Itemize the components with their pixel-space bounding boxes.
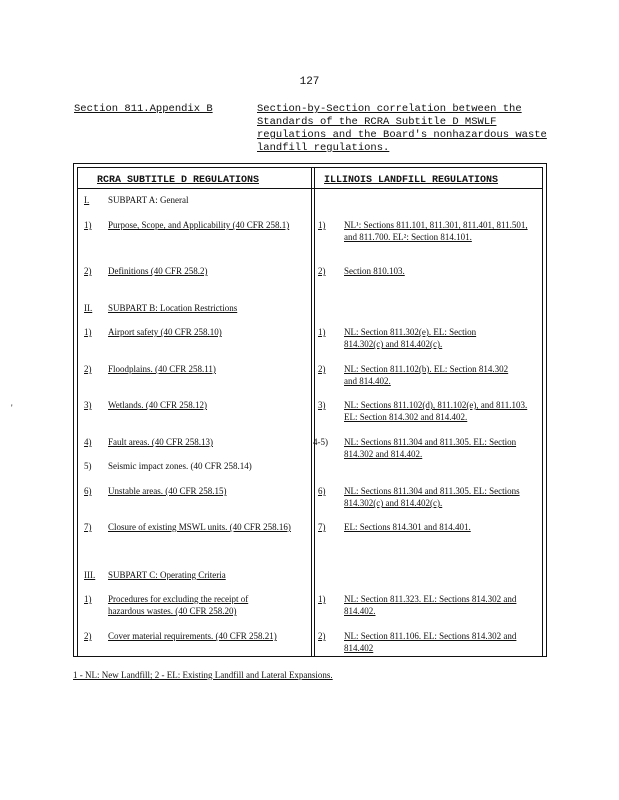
row-right-text: NL: Section 811.102(b). EL: Section 814.302 and 814.402. — [344, 364, 509, 386]
row-left-text: SUBPART A: General — [108, 195, 189, 205]
row-number: 1) — [84, 220, 92, 230]
row-right-text: NL: Sections 811.304 and 811.305. EL: Section 814.302 and 814.402. — [344, 437, 517, 459]
section-title: Section-by-Section correlation between the Standards of the RCRA Subtitle D MSWLF regulations and the Board's nonhazardous waste landfill regulations. — [257, 103, 547, 154]
row-right-number: 6) — [318, 486, 326, 496]
row-number: 2) — [84, 631, 92, 641]
row-right-text: NL: Section 811.106. EL: Sections 814.302 and 814.402 — [344, 631, 517, 653]
row-left-text: Definitions (40 CFR 258.2) — [108, 266, 208, 276]
row-left-text: Closure of existing MSWL units. (40 CFR 258.16) — [108, 522, 291, 532]
row-number: 3) — [84, 400, 92, 410]
row-right-text: NL: Sections 811.102(d), 811.102(e), and 811.103. EL: Section 814.302 and 814.402. — [344, 400, 528, 422]
row-left-text: SUBPART B: Location Restrictions — [108, 303, 238, 313]
row-number: 7) — [84, 522, 92, 532]
row-left-text: SUBPART C: Operating Criteria — [108, 570, 226, 580]
row-left-text: Seismic impact zones. (40 CFR 258.14) — [108, 461, 252, 471]
row-right-text: NL¹: Sections 811.101, 811.301, 811.401, 811.501, and 811.700. EL²: Section 814.101. — [344, 220, 528, 242]
row-right-number: 1) — [318, 594, 326, 604]
row-left-text: Cover material requirements. (40 CFR 258.21) — [108, 631, 277, 641]
section-label: Section 811.Appendix B — [74, 103, 213, 115]
row-number: 1) — [84, 594, 92, 604]
column-divider — [314, 167, 315, 656]
row-number: 5) — [84, 461, 92, 471]
row-right-number: 1) — [318, 327, 326, 337]
row-number: 1) — [84, 327, 92, 337]
row-left-text: Airport safety (40 CFR 258.10) — [108, 327, 222, 337]
row-number: 2) — [84, 266, 92, 276]
margin-mark: ' — [11, 403, 13, 413]
row-right-text: NL: Section 811.302(e). EL: Section 814.302(c) and 814.402(c). — [344, 327, 477, 349]
row-right-number: 4-5) — [313, 437, 328, 447]
row-right-text: Section 810.103. — [344, 266, 405, 276]
row-number: II. — [84, 303, 93, 313]
row-number: 4) — [84, 437, 92, 447]
row-right-number: 7) — [318, 522, 326, 532]
row-left-text: Procedures for excluding the receipt of hazardous wastes. (40 CFR 258.20) — [108, 594, 249, 616]
row-right-number: 2) — [318, 631, 326, 641]
row-left-text: Floodplains. (40 CFR 258.11) — [108, 364, 216, 374]
row-right-text: NL: Sections 811.304 and 811.305. EL: Sections 814.302(c) and 814.402(c). — [344, 486, 520, 508]
column-divider — [311, 167, 312, 656]
left-column-header: RCRA SUBTITLE D REGULATIONS — [97, 175, 260, 186]
row-left-text: Fault areas. (40 CFR 258.13) — [108, 437, 213, 447]
row-left-text: Unstable areas. (40 CFR 258.15) — [108, 486, 227, 496]
row-number: 6) — [84, 486, 92, 496]
row-number: 2) — [84, 364, 92, 374]
right-column-header: ILLINOIS LANDFILL REGULATIONS — [324, 175, 499, 186]
row-right-number: 2) — [318, 364, 326, 374]
row-right-number: 3) — [318, 400, 326, 410]
header-divider — [77, 188, 543, 189]
footnote: 1 - NL: New Landfill; 2 - EL: Existing Landfill and Lateral Expansions. — [73, 670, 333, 680]
row-right-text: EL: Sections 814.301 and 814.401. — [344, 522, 471, 532]
row-left-text: Purpose, Scope, and Applicability (40 CFR 258.1) — [108, 220, 290, 230]
row-right-number: 2) — [318, 266, 326, 276]
page-number: 127 — [299, 76, 320, 88]
row-left-text: Wetlands. (40 CFR 258.12) — [108, 400, 208, 410]
row-right-text: NL: Section 811.323. EL: Sections 814.302 and 814.402. — [344, 594, 517, 616]
row-right-number: 1) — [318, 220, 326, 230]
row-number: I. — [84, 195, 90, 205]
row-number: III. — [84, 570, 96, 580]
